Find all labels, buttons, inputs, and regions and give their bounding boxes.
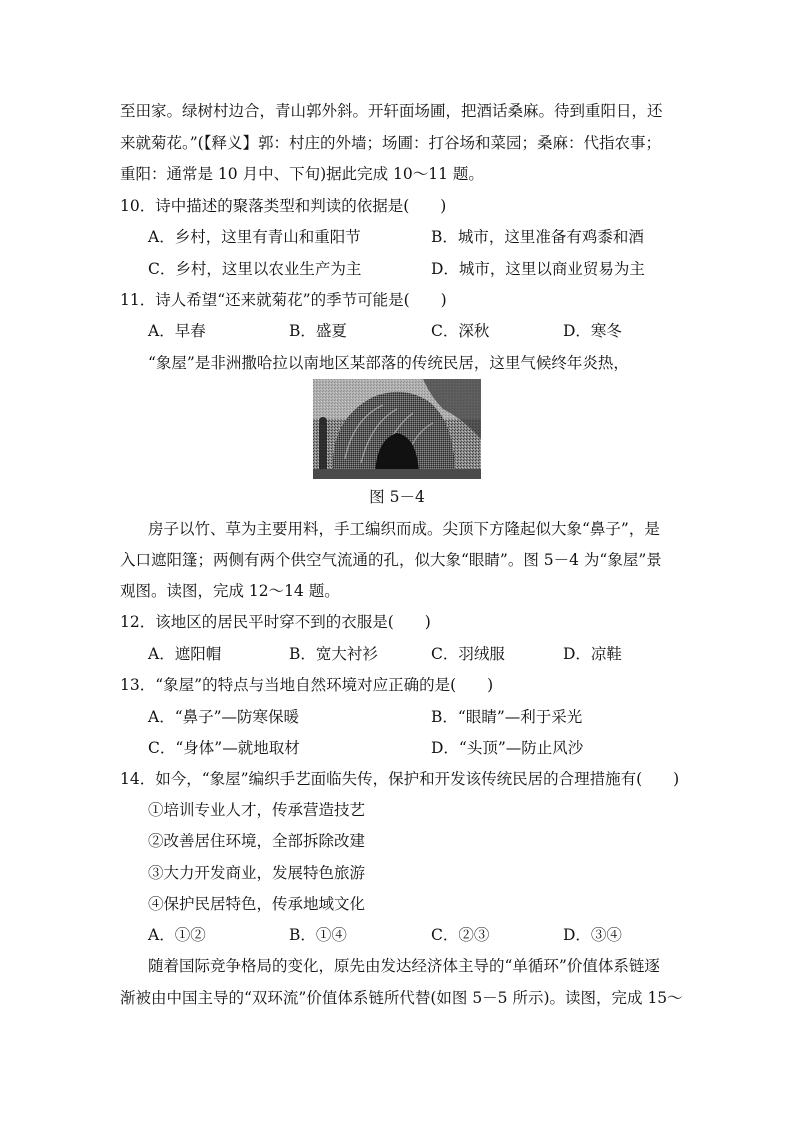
question-14-option-b: B．①④ xyxy=(289,926,347,944)
xiangwu-desc-line-1: 房子以竹、草为主要用料，手工编织而成。尖顶下方隆起似大象“鼻子”，是 xyxy=(148,520,660,538)
xiangwu-desc-line-2: 入口遮阳篷；两侧有两个供空气流通的孔，似大象“眼睛”。图 5－4 为“象屋”景 xyxy=(120,551,662,569)
question-10-option-a: A．乡村，这里有青山和重阳节 xyxy=(148,228,361,246)
question-13-option-a: A．“鼻子”—防寒保暖 xyxy=(148,708,300,726)
question-13-option-d: D．“头顶”—防止风沙 xyxy=(431,739,584,757)
question-10-option-d: D．城市，这里以商业贸易为主 xyxy=(431,260,645,278)
question-12-option-d: D．凉鞋 xyxy=(563,645,622,663)
question-11-option-b: B．盛夏 xyxy=(289,322,347,340)
question-12-option-a: A．遮阳帽 xyxy=(148,645,222,663)
question-13-option-c: C．“身体”—就地取材 xyxy=(148,739,300,757)
xiangwu-intro: “象屋”是非洲撒哈拉以南地区某部落的传统民居，这里气候终年炎热， xyxy=(148,354,629,372)
question-11-stem: 11．诗人希望“还来就菊花”的季节可能是( ) xyxy=(120,291,447,309)
question-12-stem: 12．该地区的居民平时穿不到的衣服是( ) xyxy=(120,613,431,631)
question-12-option-c: C．羽绒服 xyxy=(431,645,505,663)
question-14-option-a: A．①② xyxy=(148,926,206,944)
poem-line-3: 重阳：通常是 10 月中、下旬)据此完成 10～11 题。 xyxy=(120,165,484,183)
elephant-house-photo xyxy=(313,379,481,479)
question-14-item-2: ②改善居住环境，全部拆除改建 xyxy=(148,832,366,850)
question-12-option-b: B．宽大衬衫 xyxy=(289,645,378,663)
question-13-stem: 13．“象屋”的特点与当地自然环境对应正确的是( ) xyxy=(120,676,494,694)
question-11-option-c: C．深秋 xyxy=(431,322,490,340)
question-11-option-a: A．早春 xyxy=(148,322,206,340)
poem-line-2: 来就菊花。”(【释义】郭：村庄的外墙；场圃：打谷场和菜园；桑麻：代指农事； xyxy=(120,134,661,152)
question-14-stem: 14．如今，“象屋”编织手艺面临失传，保护和开发该传统民居的合理措施有( ) xyxy=(120,770,680,788)
question-14-item-1: ①培训专业人才，传承营造技艺 xyxy=(148,801,366,819)
question-14-item-3: ③大力开发商业，发展特色旅游 xyxy=(148,864,366,882)
question-10-option-b: B．城市，这里准备有鸡黍和酒 xyxy=(431,228,644,246)
final-paragraph-line-2: 渐被由中国主导的“双环流”价值体系链所代替(如图 5－5 所示)。读图，完成 15～ xyxy=(120,989,683,1007)
question-11-option-d: D．寒冬 xyxy=(563,322,622,340)
final-paragraph-line-1: 随着国际竞争格局的变化，原先由发达经济体主导的“单循环”价值体系链逐 xyxy=(148,957,660,975)
question-14-option-c: C．②③ xyxy=(431,926,490,944)
xiangwu-desc-line-3: 观图。读图，完成 12～14 题。 xyxy=(120,582,340,600)
figure-caption: 图 5－4 xyxy=(369,488,425,506)
poem-line-1: 至田家。绿树村边合，青山郭外斜。开轩面场圃，把酒话桑麻。待到重阳日，还 xyxy=(120,102,663,120)
question-10-stem: 10．诗中描述的聚落类型和判读的依据是( ) xyxy=(120,197,447,215)
question-10-option-c: C．乡村，这里以农业生产为主 xyxy=(148,260,362,278)
question-13-option-b: B．“眼睛”—利于采光 xyxy=(431,708,583,726)
question-14-option-d: D．③④ xyxy=(563,926,622,944)
question-14-item-4: ④保护民居特色，传承地域文化 xyxy=(148,895,366,913)
